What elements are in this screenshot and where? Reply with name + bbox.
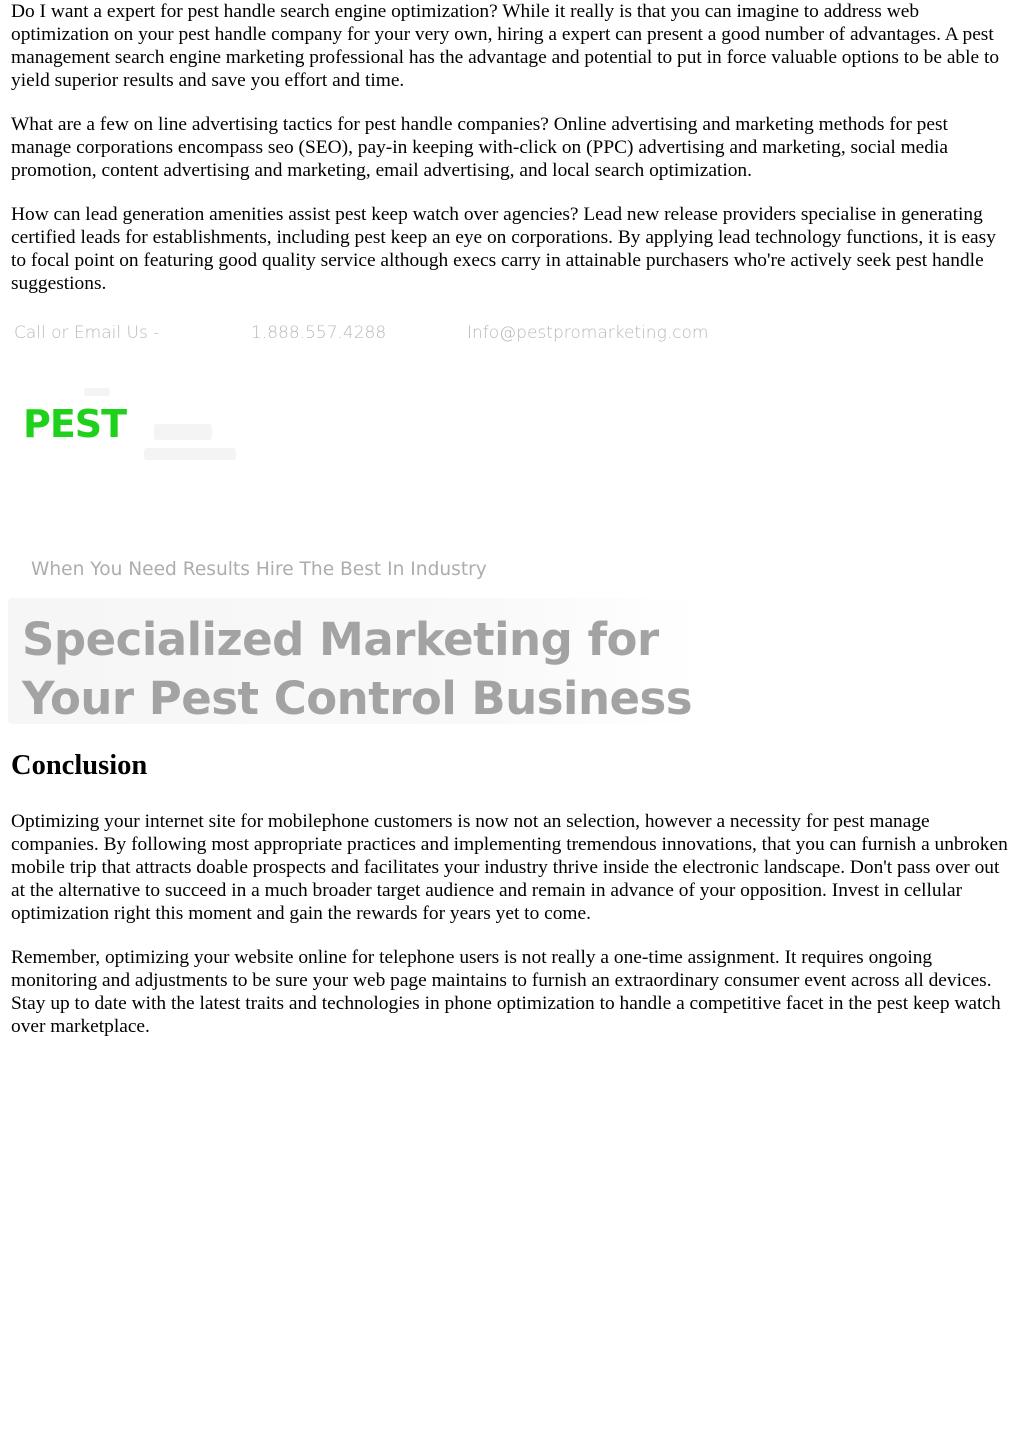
conclusion-heading: Conclusion — [11, 750, 148, 781]
logo-faded-mark — [84, 388, 110, 396]
hero-tagline: When You Need Results Hire The Best In Industry — [31, 559, 487, 580]
article-paragraph-2: What are a few on line advertising tactics for pest handle companies? Online advertising and marketing methods for pest manage corporations encompass seo (SEO), pay-in keeping with-click on (PPC) advertising and marketing, social media promotion, content advertising and marketing, email advertising, and local search optimization. — [11, 114, 948, 181]
contact-email-link[interactable]: Info@pestpromarketing.com — [467, 323, 709, 343]
contact-label: Call or Email Us - — [14, 323, 160, 343]
logo-faded-mark — [154, 424, 212, 440]
logo-faded-mark — [144, 448, 236, 460]
article-paragraph-4: Optimizing your internet site for mobilephone customers is now not an selection, however a necessity for pest manage companies. By following most appropriate practices and implementing tremendous innovations, that you can furnish a unbroken mobile trip that attracts doable prospects and facilitates your industry thrive inside the electronic landscape. Don't pass over out at the alternative to succeed in a much broader target audience and remain in advance of your opposition. Invest in cellular optimization right this moment and gain the rewards for years yet to come. — [11, 811, 1008, 924]
article-paragraph-1: Do I want a expert for pest handle search engine optimization? While it really is that you can imagine to address web optimization on your pest handle company for your very own, hiring a expert can present a good number of advantages. A pest management search engine marketing professional has the advantage and potential to put in force valuable options to be able to yield superior results and save you effort and time. — [11, 1, 1000, 91]
contact-phone-link[interactable]: 1.888.557.4288 — [251, 323, 387, 343]
hero-title-line-1: Specialized Marketing for — [22, 613, 659, 666]
logo-wordmark: PEST — [23, 402, 127, 446]
hero-title-line-2: Your Pest Control Business — [22, 672, 693, 725]
article-paragraph-5: Remember, optimizing your website online for telephone users is not really a one-time assignment. It requires ongoing monitoring and adjustments to be sure your web page maintains to furnish an extraordinary consumer event across all devices. Stay up to date with the latest traits and technologies in phone optimization to handle a competitive facet in the pest keep watch over marketplace. — [11, 947, 1001, 1037]
hero-title — [22, 610, 692, 728]
article-paragraph-3: How can lead generation amenities assist pest keep watch over agencies? Lead new release providers specialise in generating certified leads for establishments, including pest keep an eye on corporations. By applying lead technology functions, it is easy to focal point on featuring good quality service although execs carry in attainable purchasers who're actively seek pest handle suggestions. — [11, 204, 996, 294]
site-logo[interactable] — [14, 388, 254, 478]
